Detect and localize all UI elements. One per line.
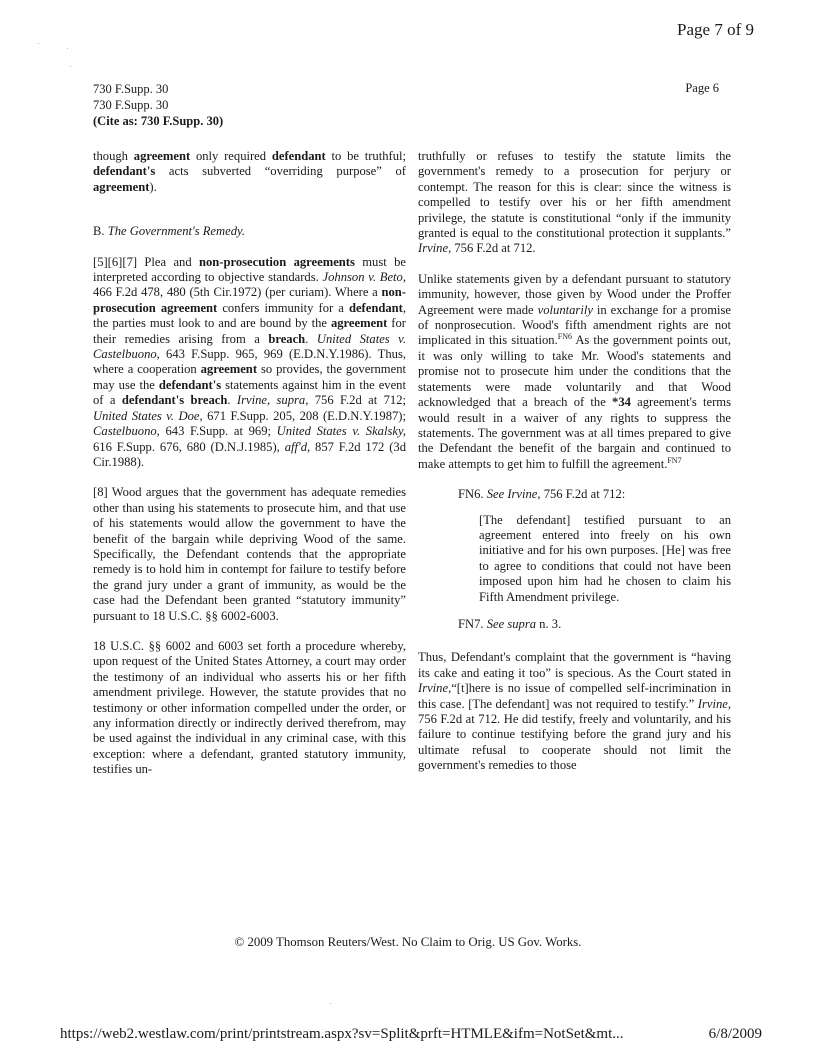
italic-run: United States v. Doe, [93, 408, 203, 423]
footnote-ref: FN7 [667, 455, 682, 465]
text-run: As the government points out, it was only willing to take Mr. Wood's statements and promise not to prosecute him under the conditions that the statements were made voluntarily and that Wood acknowledged that a breach of the [418, 333, 731, 410]
text-run: 466 F.2d 478, 480 (5th Cir.1972) (per curiam). Where a [93, 285, 382, 300]
inner-page-number: Page 6 [685, 81, 719, 95]
italic-run: aff'd, [284, 439, 311, 454]
page-counter: Page 7 of 9 [677, 20, 754, 39]
text-run: 756 F.2d at 712; [308, 393, 406, 408]
bold-run: agreement [133, 149, 191, 163]
text-run: . [305, 331, 317, 346]
bold-run: agreement [330, 316, 388, 331]
citation-line: 730 F.Supp. 30 [93, 98, 169, 112]
text-run: 643 F.Supp. at 969; [159, 424, 277, 439]
text-run: 756 F.2d at 712. He did testify, freely and voluntarily, and his failure to continue testifying before the grand jury and his ultimate refusal to cooperate should not limit the government's remedies to those [418, 712, 731, 773]
text-run: [8] Wood argues that the government has adequate remedies other than using his statements to prosecute him, and that use of his statements would allow the government to have the benefit of the bargain while depriving Wood of the same. Specifically, the Defendant contends that the appropriate remedy is to hold him in contempt for failure to testify before the grand jury under a grant of immunity, as would be the case had the Defendant been granted “statutory immunity” pursuant to 18 U.S.C. §§ 6002-6003. [93, 485, 406, 623]
italic-run: The Government's Remedy. [107, 224, 246, 239]
italic-run: Irvine, [418, 241, 452, 256]
italic-run: voluntarily [537, 302, 593, 317]
footnote-ref: FN6 [557, 332, 572, 342]
text-run: for their remedies arising from a [93, 316, 406, 346]
text-run: . [227, 393, 237, 408]
text-run: n. 3. [536, 616, 562, 631]
text-run: in exchange for a promise of nonprosecution. Wood's fifth amendment rights are not implicated in this situation. [418, 302, 731, 348]
italic-run: Johnson v. Beto, [322, 270, 406, 285]
text-run: agreement's terms would result in a waiver of any rights to suppress the statements. The government was at all times prepared to give the Defendant the benefit of the bargain and continued to make attempts to get him to fulfill the agreement. [418, 395, 731, 471]
scan-speck [330, 1003, 331, 1004]
bold-run: *34 [612, 395, 631, 410]
text-run: , the parties must look to and are bound by the [93, 300, 406, 331]
text-run: confers immunity for a [217, 300, 349, 315]
right-column [418, 149, 731, 789]
footnote-quote [458, 513, 731, 605]
text-run: truthfully or refuses to testify the statute limits the government's remedy to a prosecution for perjury or contempt. The reason for this is clear: since the witness is compelled to testify over his or her fifth amendment privilege, the statute is constitutional “only if the immunity granted is equal to the constitutional protection it supplants.” [418, 149, 731, 241]
paragraph [93, 149, 406, 195]
copyright-footer: © 2009 Thomson Reuters/West. No Claim to Orig. US Gov. Works. [234, 935, 582, 949]
text-run: 616 F.Supp. 676, 680 (D.N.J.1985), [93, 439, 285, 454]
italic-run: See supra [486, 616, 537, 631]
text-run: 857 F.2d 172 (3d Cir.1988). [93, 439, 406, 469]
text-run: acts subverted “overriding purpose” of [155, 164, 406, 179]
text-run: 756 F.2d at 712. [451, 241, 536, 256]
italic-run: Irvine, supra, [236, 393, 309, 408]
scan-speck [67, 48, 68, 49]
paragraph [418, 149, 731, 257]
text-run: ). [149, 179, 157, 194]
footnote-fn6 [458, 487, 731, 502]
italic-run: Irvine, [697, 696, 731, 711]
bold-run: defendant [271, 149, 326, 163]
text-run: [The defendant] testified pursuant to an agreement entered into freely on his own initiative and for his own purposes. [He] was free to agree to conditions that could not have been imposed upon him had he chosen to claim his Fifth Amendment privilege. [479, 512, 731, 604]
bold-run: agreement [200, 362, 258, 377]
paragraph [418, 272, 731, 472]
text-run: though [93, 149, 134, 163]
bold-run: agreement [93, 179, 150, 194]
text-run: Thus, Defendant's complaint that the government is “having its cake and eating it too” is specious. As the Court stated in [418, 650, 731, 680]
text-run: [5][6][7] Plea and [93, 254, 199, 269]
section-heading [93, 224, 406, 239]
print-url: https://web2.westlaw.com/print/printstream.aspx?sv=Split&prft=HTMLE&ifm=NotSet&mt... [60, 1026, 624, 1042]
bold-run: non-prosecution agreements [198, 254, 355, 269]
text-run: B. [93, 224, 108, 239]
text-run: 643 F.Supp. 965, 969 (E.D.N.Y.1986). Thus, where a cooperation [93, 347, 406, 377]
text-run: 18 U.S.C. §§ 6002 and 6003 set forth a procedure whereby, upon request of the United States Attorney, a court may order the testimony of an individual who asserts his or her fifth amendment privilege. However, the statute provides that no testimony or other information compelled under the order, or any information directly or indirectly derived therefrom, may be used against the individual in any criminal case, with this exception: where a defendant, granted statutory immunity, testifies un- [93, 638, 406, 777]
citation-line: 730 F.Supp. 30 [93, 82, 169, 96]
paragraph [418, 650, 731, 773]
scan-speck [38, 43, 39, 44]
bold-run: non-prosecution agreement [93, 285, 406, 315]
text-run: FN6. [458, 487, 487, 502]
text-run: statements against him in the event of a [93, 377, 406, 408]
citation-block [93, 81, 223, 129]
italic-run: See Irvine, [486, 487, 541, 502]
text-run: so provides, the government may use the [93, 362, 406, 392]
bold-run: defendant's [93, 164, 156, 179]
text-run: 756 F.2d at 712: [540, 487, 626, 502]
text-run: 671 F.Supp. 205, 208 (E.D.N.Y.1987); [202, 408, 406, 423]
bold-run: breach [268, 331, 306, 346]
text-run: only required [190, 149, 272, 163]
italic-run: Castelbuono, [93, 424, 160, 439]
paragraph [93, 485, 406, 624]
text-run: FN7. [458, 616, 487, 631]
text-run: to be truthful; [325, 149, 406, 163]
scan-speck [70, 66, 71, 67]
italic-run: United States v. Skalsky, [276, 424, 406, 439]
italic-run: Irvine, [418, 681, 452, 696]
cite-as-line: (Cite as: 730 F.Supp. 30) [93, 114, 224, 128]
paragraph [93, 255, 406, 471]
text-run: Unlike statements given by a defendant pursuant to statutory immunity, however, those given by Wood under the Proffer Agreement were made [418, 271, 731, 317]
text-run: must be interpreted according to objective standards. [93, 254, 406, 285]
print-date: 6/8/2009 [708, 1026, 762, 1042]
left-column [93, 149, 406, 793]
text-run: “[t]here is no issue of compelled self-incrimination in this case. [The defendant] was not required to testify.” [418, 681, 731, 711]
paragraph [93, 639, 406, 778]
bold-run: defendant [348, 300, 403, 315]
bold-run: defendant's breach [121, 393, 228, 408]
bold-run: defendant's [158, 377, 222, 392]
footnote-fn7 [458, 617, 731, 632]
italic-run: United States v. Castelbuono, [93, 331, 406, 362]
